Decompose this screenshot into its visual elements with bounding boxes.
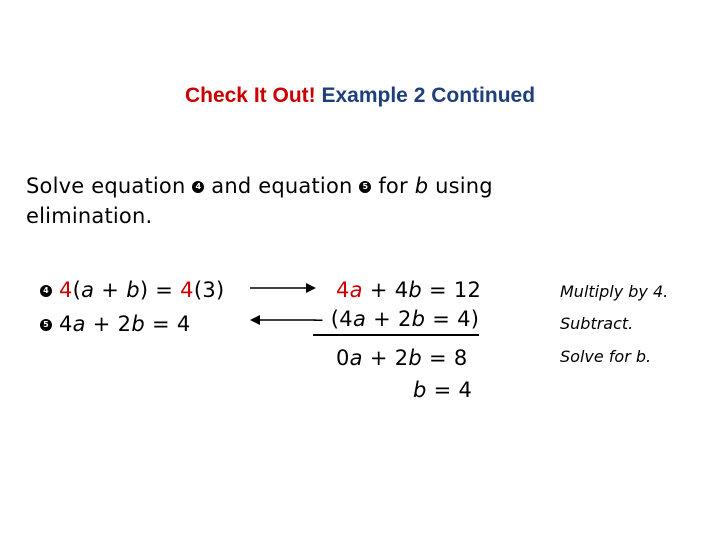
- work2-pre: – (4: [313, 307, 353, 331]
- arrow-left-icon: [250, 315, 316, 325]
- work3-pre: 0: [336, 346, 350, 370]
- eq5-var-b: b: [131, 312, 145, 336]
- note-solve-var: b: [635, 347, 647, 366]
- eq4-open: (: [72, 278, 82, 302]
- intro-variable: b: [414, 174, 429, 198]
- work1-rhs: = 12: [422, 278, 482, 302]
- work4-rhs: = 4: [426, 378, 473, 402]
- work2-rhs: = 4): [425, 307, 480, 331]
- intro-line-2: [26, 201, 152, 231]
- intro-text-2: and equation: [211, 174, 353, 198]
- intro-text-4: using: [435, 174, 493, 198]
- equation-5-badge-icon: 5: [359, 181, 371, 193]
- work1-var-b: b: [408, 278, 422, 302]
- title-example: Example 2 Continued: [321, 84, 536, 107]
- intro-text-3: for: [378, 174, 408, 198]
- note-solve: [560, 347, 651, 366]
- eq5-var-a: a: [72, 312, 86, 336]
- slide-title: [0, 84, 720, 108]
- intro-line-1: [26, 171, 493, 201]
- equation-4-icon: 4: [40, 285, 52, 297]
- eq4-plus: +: [94, 278, 127, 302]
- work-line-2: [313, 307, 479, 336]
- work1-var-a: a: [349, 278, 363, 302]
- note-subtract: Subtract.: [560, 314, 634, 333]
- arrow-right-icon: [250, 283, 316, 293]
- equation-5-icon: 5: [40, 319, 52, 331]
- note-solve-period: .: [646, 347, 652, 366]
- eq4-close: ) =: [139, 278, 181, 302]
- eq4-rhs-coef: 4: [180, 278, 194, 302]
- eq5-rhs: = 4: [144, 312, 191, 336]
- eq4-var-b: b: [126, 278, 140, 302]
- title-check-it-out: Check It Out!: [184, 84, 316, 107]
- work4-var-b: b: [413, 378, 427, 402]
- work-line-1: [336, 278, 481, 302]
- work3-rhs: = 8: [422, 346, 468, 370]
- arrows-graphic: [248, 278, 318, 328]
- eq5-pre: 4: [58, 312, 73, 336]
- work3-var-b: b: [408, 346, 422, 370]
- work2-var-a: a: [352, 307, 367, 331]
- eq4-coef: 4: [58, 278, 73, 302]
- work2-var-b: b: [411, 307, 426, 331]
- eq4-var-a: a: [81, 278, 95, 302]
- eq5-mid: + 2: [85, 312, 132, 336]
- work2-mid: + 2: [366, 307, 412, 331]
- work-line-4: [413, 378, 472, 402]
- work1-coef: 4: [336, 278, 350, 302]
- eq4-rhs: (3): [193, 278, 225, 302]
- work3-mid: + 2: [362, 346, 409, 370]
- work3-var-a: a: [349, 346, 363, 370]
- work-line-3: [336, 346, 468, 370]
- equation-4-badge-icon: 4: [192, 181, 204, 193]
- equation-5: [40, 312, 191, 336]
- intro-text-1: Solve equation: [26, 174, 186, 198]
- note-multiply: Multiply by 4.: [560, 282, 669, 301]
- intro-text-5: elimination.: [26, 204, 153, 228]
- equation-4: [40, 278, 225, 302]
- work1-mid: + 4: [362, 278, 409, 302]
- note-solve-text: Solve for: [560, 347, 636, 366]
